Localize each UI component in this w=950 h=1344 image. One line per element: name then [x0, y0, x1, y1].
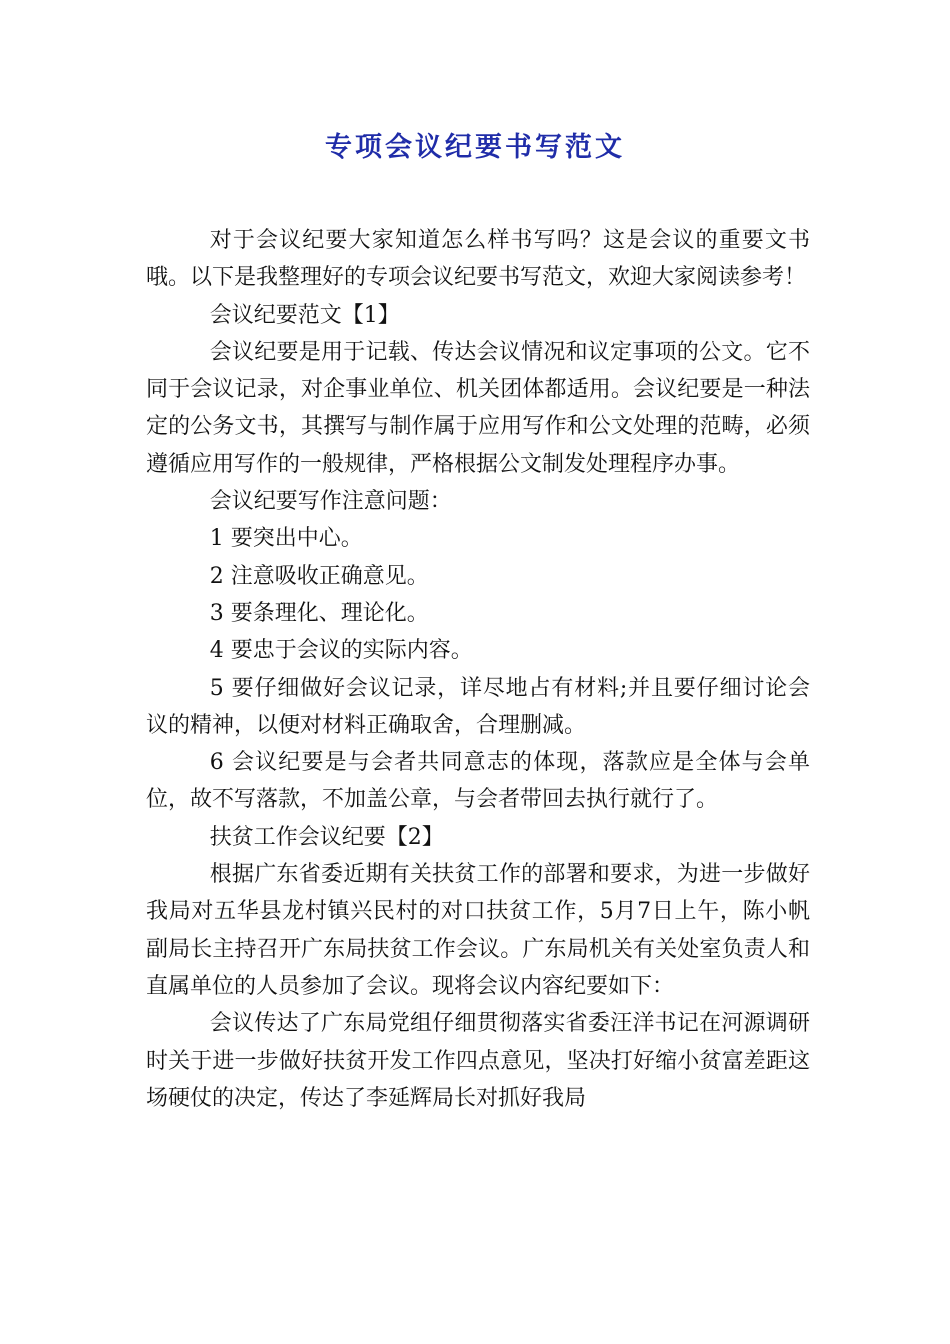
- list-item-6: 6 会议纪要是与会者共同意志的体现，落款应是全体与会单位，故不写落款，不加盖公章，与会者带回去执行就行了。: [146, 750, 810, 813]
- paragraph-definition: 会议纪要是用于记载、传达会议情况和议定事项的公文。它不同于会议记录，对企事业单位、机关团体都适用。会议纪要是一种法定的公务文书，其撰写与制作属于应用写作和公文处理的范畴，必须遵循应用写作的一般规律，严格根据公文制发处理程序办事。: [146, 339, 810, 477]
- list-item-4: 4 要忠于会议的实际内容。: [209, 638, 473, 664]
- document-body: [146, 222, 810, 1117]
- list-item-5: 5 要仔细做好会议记录，详尽地占有材料;并且要仔细讨论会议的精神，以便对材料正确取舍，合理删减。: [146, 675, 810, 738]
- list-item-3: 3 要条理化、理论化。: [209, 600, 429, 626]
- list-item-1: 1 要突出中心。: [209, 526, 363, 552]
- paragraph-intro: 对于会议纪要大家知道怎么样书写吗？这是会议的重要文书哦。以下是我整理好的专项会议纪要书写范文，欢迎大家阅读参考！: [146, 228, 810, 291]
- section-heading-2: 扶贫工作会议纪要【2】: [209, 824, 444, 850]
- section-heading-1: 会议纪要范文【1】: [209, 302, 400, 328]
- list-item-2: 2 注意吸收正确意见。: [209, 563, 429, 589]
- paragraph-meeting-intro: 根据广东省委近期有关扶贫工作的部署和要求，为进一步做好我局对五华县龙村镇兴民村的对口扶贫工作，5月7日上午，陈小帆副局长主持召开广东局扶贫工作会议。广东局机关有关处室负责人和直属单位的人员参加了会议。现将会议内容纪要如下：: [146, 862, 810, 999]
- document-title: 专项会议纪要书写范文: [325, 132, 625, 163]
- paragraph-meeting-content: 会议传达了广东局党组仔细贯彻落实省委汪洋书记在河源调研时关于进一步做好扶贫开发工作四点意见，坚决打好缩小贫富差距这场硬仗的决定，传达了李延辉局长对抓好我局: [146, 1011, 810, 1111]
- paragraph-notes-heading: 会议纪要写作注意问题：: [209, 489, 452, 515]
